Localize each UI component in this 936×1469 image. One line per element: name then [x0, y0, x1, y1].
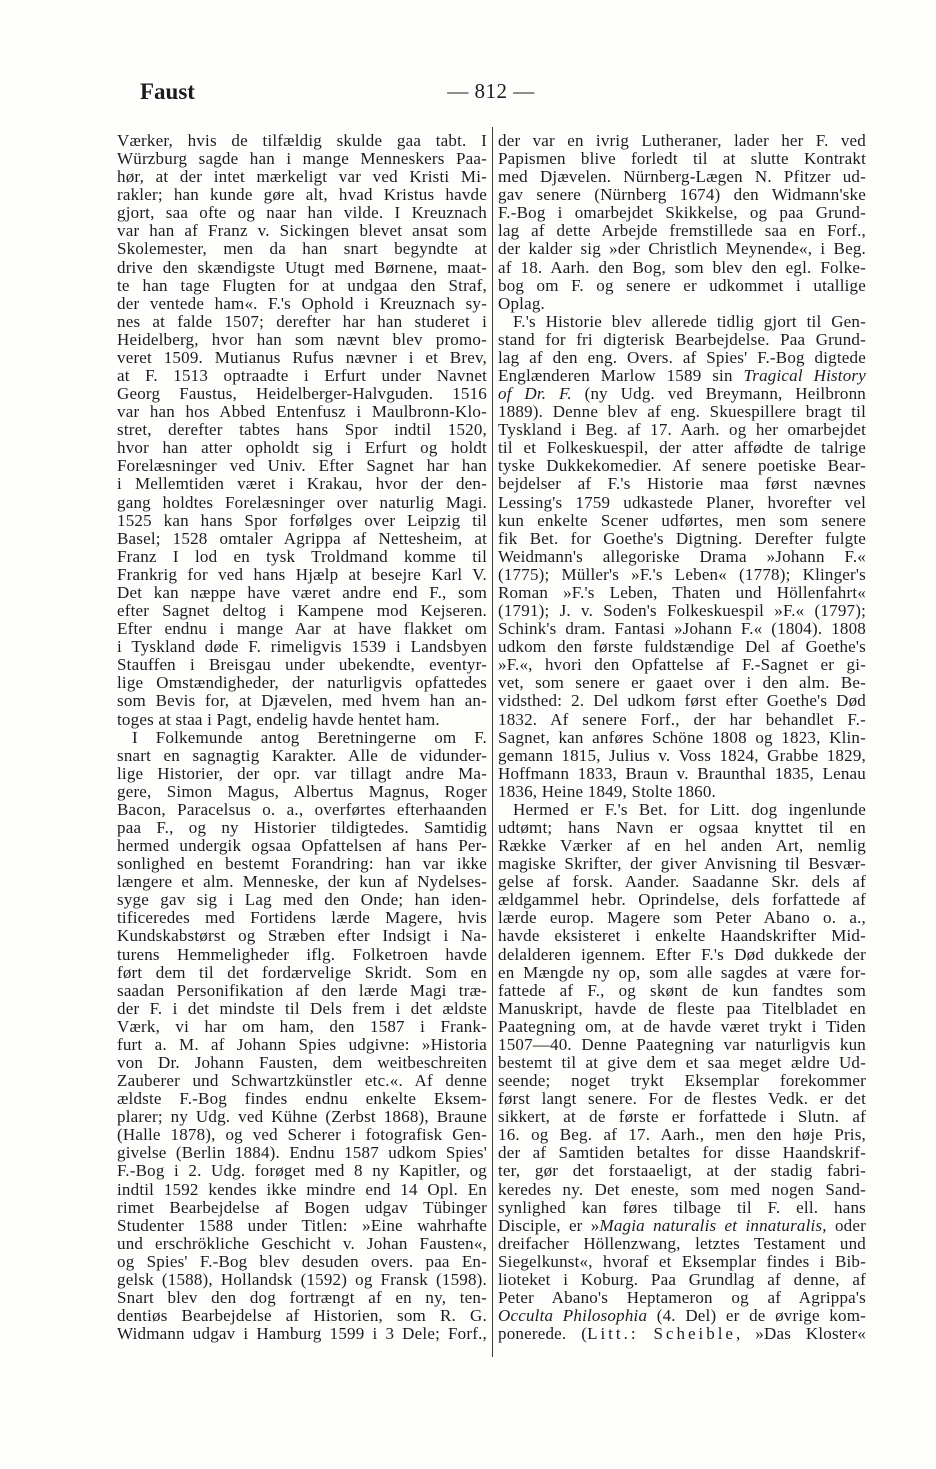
paragraph — [117, 729, 487, 1344]
text-line: F.'s Historie blev allerede tidlig gjort til Gen- — [513, 311, 866, 331]
text-line: lag af dette Arbejde fremstillede saa en Forf., — [498, 221, 866, 241]
paragraph — [498, 313, 866, 801]
text-line: bejdelser af F.'s Historie maa først nævnes — [498, 474, 866, 494]
text-line: Forelæsninger ved Univ. Efter Sagnet har han — [117, 456, 487, 476]
text-line: rimet Bearbejdelse af Bogen udgav Tübinger — [117, 1197, 487, 1217]
text-line: Roman »F.'s Leben, Thaten und Höllenfahrt« — [498, 582, 866, 602]
running-head: Faust — [140, 79, 195, 104]
text-line: drive den skændigste Utugt med Børnene, maat- — [117, 257, 487, 277]
text-line: Zauberer und Schwartzkünstler etc.«. Af denne — [117, 1071, 487, 1091]
paragraph — [117, 132, 487, 729]
text-line: tyske Dukkekomedier. Af senere poetiske Bear- — [498, 456, 866, 476]
text-line: Studenter 1588 under Titlen: »Eine wahrhafte — [117, 1215, 487, 1235]
text-line: Bacon, Paracelsus o. a., overførtes efterhaanden — [117, 799, 487, 819]
italic-title: Tragical History — [743, 366, 866, 386]
text-line: sikkert, at de første er forfattede i Slutn. af — [498, 1107, 866, 1127]
text-line: med Djævelen. Nürnberg-Lægen N. Pfitzer ud- — [498, 167, 866, 187]
text-line: Oplag. — [498, 293, 545, 313]
text-line: der af Samtiden betaltes for disse Haandskrif- — [498, 1143, 866, 1163]
spaced-text: Litt.: — [587, 1324, 639, 1344]
text-line: tificeredes med Fortidens lærde Magere, hvis — [117, 908, 487, 928]
text-line: turens Hemmeligheder iflg. Folketroen havde — [117, 944, 487, 964]
italic-title: of Dr. F. — [498, 384, 572, 404]
text-line: F.-Bog i omarbejdet Skikkelse, og paa Grund- — [498, 203, 866, 223]
text-line: 16. og Beg. af 17. Aarh., men den høje Pris, — [498, 1125, 866, 1145]
paragraph — [498, 801, 866, 1343]
text-run: oder — [826, 1215, 866, 1235]
text-line: (1791); J. v. Soden's Folkeskuespil »F.« (1797); — [498, 601, 866, 621]
text-line: i Mellemtiden været i Krakau, hvor der den- — [117, 474, 487, 494]
text-line: der F. i det mindste til Dels frem i det ældste — [117, 998, 487, 1018]
paragraph — [498, 132, 866, 313]
text-line: ældste F.-Bog findes endnu enkelte Eksem- — [117, 1089, 487, 1109]
text-line: Manuskript, havde de fleste paa Titelbladet en — [498, 998, 866, 1018]
text-run: Englænderen Marlow 1589 sin — [498, 366, 744, 386]
text-line: var han af Franz v. Sickingen blevet ansat som — [117, 221, 487, 241]
text-line: ført dem til det fordærvelige Skridt. Som en — [117, 962, 487, 982]
text-line: som Bevis for, at Djævelen, med hvem han an- — [117, 691, 487, 711]
text-line: veret 1509. Mutianus Rufus nævner i et Brev, — [117, 347, 487, 367]
left-column — [117, 132, 487, 1343]
text-line: først langt senere. For de flestes Vedk. er det — [498, 1089, 866, 1109]
text-line: und erschrökliche Geschicht v. Johan Fausten«, — [117, 1233, 487, 1253]
text-line: havde eksisteret i enkelte Haandskrifter Mid- — [498, 926, 866, 946]
text-line: sonlighed en bestemt Forandring: han var ikke — [117, 854, 487, 874]
text-line: Franz I lod en tysk Troldmand komme til — [117, 546, 487, 566]
text-line: Tyskland i Beg. af 17. Aarh. og her omarbejdet — [498, 420, 866, 440]
text-line — [498, 367, 866, 385]
text-line: synlighed kan føres tilbage til F. ell. hans — [498, 1197, 866, 1217]
text-line: Værk, vi har om ham, den 1587 i Frank- — [117, 1016, 487, 1036]
text-line: gere, Simon Magus, Albertus Magnus, Roger — [117, 781, 487, 801]
text-line: Heidelberg, hvor han som nævnt blev promo- — [117, 329, 487, 349]
text-line: Papismen blive forledt til at slutte Kontrakt — [498, 149, 866, 169]
text-line: »F.«, hvori den Opfattelse af F.-Sagnet er gi- — [498, 655, 866, 675]
text-line: lige Omstændigheder, der naturligvis opfattedes — [117, 673, 487, 693]
text-line: lioteket i Koburg. Paa Grundlag af denne, af — [498, 1269, 866, 1289]
text-line: Sagnet, kan anføres Schöne 1808 og 1823, Klin- — [498, 727, 866, 747]
text-line: efter Sagnet deltog i Kampene mod Kejseren. — [117, 601, 487, 621]
text-line: vet, som senere er gaaet over i den alm. Be- — [498, 673, 866, 693]
text-line: bestemt til at give dem et saa meget ældre Ud- — [498, 1052, 866, 1072]
text-line: vidsthed: 2. Del udkom først efter Goethe's Død — [498, 691, 866, 711]
text-line: F.-Bog i 2. Udg. forøget med 8 ny Kapitler, og — [117, 1161, 487, 1181]
text-line: længere et alm. Menneske, der kun af Nydelses- — [117, 872, 487, 892]
text-line: (1775); Müller's »F.'s Leben« (1778); Klinger's — [498, 564, 866, 584]
column-rule — [492, 127, 493, 1357]
text-line: fattede af F., og skønt de kun fandtes som — [498, 980, 866, 1000]
text-line: gjort, saa ofte og naar han vilde. I Kreuznach — [117, 203, 487, 223]
text-line: gelse af forsk. Aander. Saadanne Skr. dels af — [498, 872, 866, 892]
text-line: Snart blev den dog fortrængt af en ny, ten- — [117, 1288, 487, 1307]
text-line: 1889). Denne blev af eng. Skuespillere bragt til — [498, 402, 866, 422]
text-line — [498, 1325, 866, 1343]
italic-title: Magia naturalis et innaturalis, — [599, 1215, 827, 1235]
text-run: ponerede. ( — [498, 1324, 588, 1344]
text-line: var han hos Abbed Entenfusz i Maulbronn-Klo- — [117, 402, 487, 422]
spaced-text: Scheible — [653, 1324, 736, 1344]
text-line: Skolemester, men da han snart begyndte at — [117, 239, 487, 259]
text-line: Efter endnu i mange Aar at have flakket om — [117, 619, 487, 639]
text-line: Række Værker af en hel anden Art, nemlig — [498, 836, 866, 856]
text-line: Hoffmann 1833, Braun v. Braunthal 1835, Lenau — [498, 763, 866, 783]
text-line: stand for fri digterisk Bearbejdelse. Paa Grund- — [498, 329, 866, 349]
text-line: Kundskabstørst og Stræben efter Indsigt i Na- — [117, 926, 487, 946]
text-line: stret, derefter tabtes hans Spor indtil 1520, — [117, 420, 487, 440]
text-line: hør, at der intet mærkeligt var ved Kristi Mi- — [117, 167, 487, 187]
text-line: Schink's dram. Fantasi »Johann F.« (1804). 1808 — [498, 619, 866, 639]
text-line: Frankrig for ved hans Hjælp at besejre Karl V. — [117, 564, 487, 584]
text-line: der var en ivrig Lutheraner, lader her F. ved — [498, 131, 866, 150]
text-line: syge gav sig i Lag med den Onde; han iden- — [117, 890, 487, 910]
text-line: hermed undergik ogsaa Opfattelsen af hans Per- — [117, 836, 487, 856]
text-line: von Dr. Johann Fausten, dem weitbeschreiten — [117, 1052, 487, 1072]
text-line: af 18. Aarh. den Bog, som blev den egl. Folke- — [498, 257, 866, 277]
text-run — [639, 1324, 654, 1343]
text-line: (Halle 1878), og ved Scherer i fotografisk Gen- — [117, 1125, 487, 1145]
text-line: udkom den første fuldstændige Del af Goethe's — [498, 637, 866, 657]
text-line: dreifacher Höllenzwang, letztes Testament und — [498, 1233, 866, 1253]
right-column — [498, 132, 866, 1343]
text-line: te han tage Flugten for at undgaa den Straf, — [117, 275, 487, 295]
text-line: toges at staa i Pagt, endelig havde hentet ham. — [117, 709, 440, 729]
text-line: i Tyskland døde F. rimeligvis 1539 i Landsbyen — [117, 637, 487, 657]
text-line: ældgammel hebr. Oprindelse, dels forfattede af — [498, 890, 866, 910]
text-line: Siegelkunst«, hvoraf et Eksemplar findes i Bib- — [498, 1251, 866, 1271]
text-line: saadan Personifikation af den lærde Magi træ- — [117, 980, 487, 1000]
text-line: lige Historier, der opr. var tillagt andre Ma- — [117, 763, 487, 783]
text-line: kun enkelte Scener udførtes, men som senere — [498, 510, 866, 530]
text-line: ter, gør det forstaaeligt, at der stadig fabri- — [498, 1161, 866, 1181]
text-line — [498, 1217, 866, 1235]
text-line: givelse (Berlin 1884). Endnu 1587 udkom Spies' — [117, 1143, 487, 1163]
italic-title: Occulta Philosophia — [498, 1306, 648, 1326]
text-line: furt a. M. af Johann Spies udgivne: »Historia — [117, 1034, 487, 1054]
text-line: I Folkemunde antog Beretningerne om F. — [132, 727, 487, 747]
text-line: 1507—40. Denne Paategning var naturligvis kun — [498, 1034, 866, 1054]
text-line: til et Folkeskuespil, der atter affødte de talrige — [498, 438, 866, 458]
text-line: Georg Faustus, Heidelberger-Halvguden. 1516 — [117, 384, 487, 404]
text-line: Det kan næppe have været andre end F., som — [117, 582, 487, 602]
text-line: Lessing's 1759 udkastede Planer, hvorefter vel — [498, 492, 866, 512]
text-line: Würzburg sagde han i mange Menneskers Paa- — [117, 149, 487, 169]
text-line: seende; noget trykt Eksemplar forekommer — [498, 1071, 866, 1091]
text-line: bog om F. og senere er udkommet i utallige — [498, 275, 866, 295]
text-line: nes at falde 1507; derefter har han studeret i — [117, 311, 487, 331]
page-number: — 812 — — [447, 79, 535, 103]
text-run: (4. Del) er de øvrige kom- — [647, 1306, 866, 1326]
text-line: gang holdtes Forelæsninger over naturlig Magi. — [117, 492, 487, 512]
text-line: og Spies' F.-Bog blev desuden overs. paa En- — [117, 1251, 487, 1271]
text-run: , »Das Kloster« — [735, 1324, 866, 1344]
text-line: keredes ny. Det eneste, som med nogen Sand- — [498, 1179, 866, 1199]
text-line: Paategning om, at de havde været trykt i Tiden — [498, 1016, 866, 1036]
text-line: Peter Abano's Heptameron og af Agrippa's — [498, 1288, 866, 1307]
text-line: lærde europ. Magere som Peter Abano o. a., — [498, 908, 866, 928]
text-line: delalderen igennem. Efter F.'s Død dukkede der — [498, 944, 866, 964]
text-line: snart en sagnagtig Karakter. Alle de vidunder- — [117, 745, 487, 765]
text-line: 1832. Af senere Forf., der har behandlet F.- — [498, 709, 866, 729]
text-line: gelsk (1588), Hollandsk (1592) og Fransk (1598). — [117, 1269, 487, 1289]
text-line: 1836, Heine 1849, Stolte 1860. — [498, 781, 717, 801]
text-line: der ventede ham«. F.'s Ophold i Kreuznach sy- — [117, 293, 487, 313]
text-run: Disciple, er » — [498, 1215, 600, 1235]
text-run: (ny Udg. ved Breymann, Heilbronn — [571, 384, 866, 404]
text-line: paa F., og ny Historier tildigtedes. Samtidig — [117, 817, 487, 837]
text-line: udtømt; hans Navn er ogsaa knyttet til en — [498, 817, 866, 837]
text-line: der kalder sig »der Christlich Meynende«, i Beg. — [498, 239, 866, 259]
text-line: at F. 1513 optraadte i Erfurt under Navnet — [117, 366, 487, 386]
text-line: 1525 kan hans Spor forfølges over Leipzig til — [117, 510, 487, 530]
text-line: Widmann udgav i Hamburg 1599 i 3 Dele; Forf., — [117, 1324, 487, 1344]
text-line — [498, 385, 866, 403]
text-line: gav senere (Nürnberg 1674) den Widmann'ske — [498, 185, 866, 205]
text-line: plarer; ny Udg. ved Kühne (Zerbst 1868), Braune — [117, 1107, 487, 1127]
text-line: gemann 1815, Julius v. Voss 1824, Grabbe 1829, — [498, 745, 866, 765]
text-line: indtil 1592 kendes ikke mindre end 14 Opl. En — [117, 1179, 487, 1199]
text-line: lag af den eng. Overs. af Spies' F.-Bog digtede — [498, 347, 866, 367]
text-line: hvor han atter opholdt sig i Erfurt og holdt — [117, 438, 487, 458]
text-line: Hermed er F.'s Bet. for Litt. dog ingenlunde — [513, 799, 866, 819]
text-line: en Mængde ny op, som alle sagdes at være for- — [498, 962, 866, 982]
text-line: Basel; 1528 omtaler Agrippa af Nettesheim, at — [117, 528, 487, 548]
text-line — [498, 1307, 866, 1325]
text-line: fik Bet. for Goethe's Digtning. Derefter fulgte — [498, 528, 866, 548]
text-line: rakler; han kunde gøre alt, hvad Kristus havde — [117, 185, 487, 205]
text-line: Stauffen i Breisgau under ubekendte, eventyr- — [117, 655, 487, 675]
text-line: Værker, hvis de tilfældig skulde gaa tabt. I — [117, 131, 487, 150]
text-line: magiske Skrifter, der giver Anvisning til Besvær- — [498, 854, 866, 874]
text-line: dentiøs Bearbejdelse af Historien, som R. G. — [117, 1306, 487, 1326]
text-line: Weidmann's allegoriske Drama »Johann F.« — [498, 546, 866, 566]
